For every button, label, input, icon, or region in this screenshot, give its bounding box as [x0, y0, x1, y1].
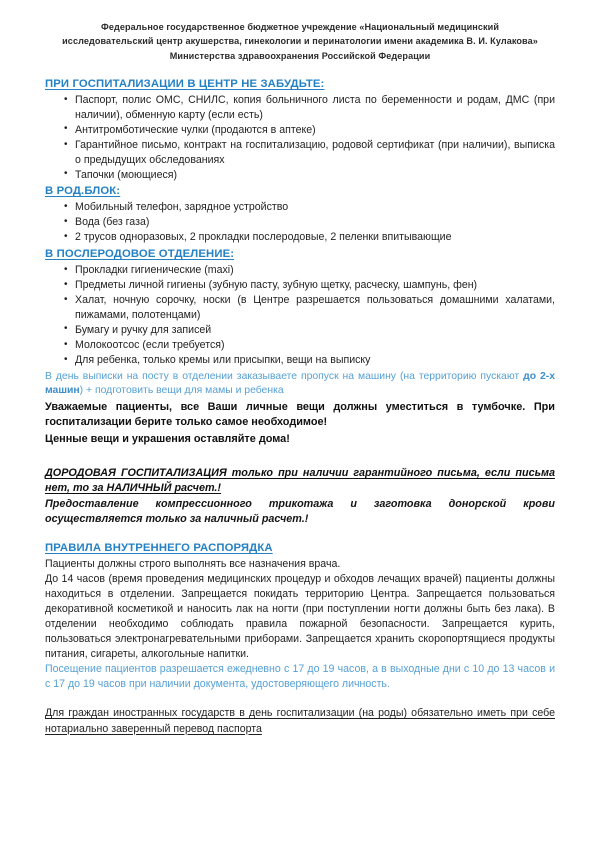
institution-header	[45, 20, 555, 63]
list-item: • Молокоотсос (если требуется)	[45, 338, 555, 353]
discharge-day-note	[45, 370, 555, 399]
delivery-block-item-list	[45, 200, 555, 245]
list-item: • 2 трусов одноразовых, 2 прокладки послеродовые, 2 пеленки впитывающие	[45, 230, 555, 245]
section-internal-rules	[45, 541, 555, 692]
list-item: • Паспорт, полис ОМС, СНИЛС, копия больничного листа по беременности и родам, ДМС (при наличии), обменную карту (если есть)	[45, 93, 555, 122]
prenatal-underlined-notice: ДОРОДОВАЯ ГОСПИТАЛИЗАЦИЯ только при наличии гарантийного письма, если письма нет, то за НАЛИЧНЫЙ расчет.!	[45, 466, 555, 495]
personal-items-notice-line-1: Уважаемые пациенты, все Ваши личные вещи должны уместиться в тумбочке. При госпитализации берите только самое необходимое!	[45, 400, 555, 429]
institution-header-line-1: Федеральное государственное бюджетное учреждение «Национальный медицинский	[100, 22, 499, 32]
section-postpartum	[45, 247, 555, 368]
foreign-citizens-notice: Для граждан иностранных государств в день госпитализации (на роды) обязательно иметь при себе нотариально заверенный перевод паспорта	[45, 707, 555, 735]
discharge-note-emphasis: до 2-х машин	[45, 370, 555, 397]
list-item: • Предметы личной гигиены (зубную пасту, зубную щетку, расческу, шампунь, фен)	[45, 278, 555, 293]
spacer	[45, 692, 555, 706]
section-heading-postpartum: В ПОСЛЕРОДОВОЕ ОТДЕЛЕНИЕ:	[45, 248, 235, 261]
list-item: • Для ребенка, только кремы или присыпки, вещи на выписку	[45, 353, 555, 368]
section-admission	[45, 77, 555, 182]
list-item: • Тапочки (моющиеся)	[45, 168, 555, 183]
list-item: • Мобильный телефон, зарядное устройство	[45, 200, 555, 215]
section-prenatal-hospitalization	[45, 466, 555, 528]
discharge-note-text-after: ) + подготовить вещи для мамы и ребенка	[79, 385, 284, 397]
institution-header-line-3: Министерства здравоохранения Российской Федерации	[169, 50, 431, 61]
list-item: • Антитромботические чулки (продаются в аптеке)	[45, 123, 555, 138]
section-heading-admission: ПРИ ГОСПИТАЛИЗАЦИИ В ЦЕНТР НЕ ЗАБУДЬТЕ:	[45, 78, 325, 91]
section-heading-internal-rules: ПРАВИЛА ВНУТРЕННЕГО РАСПОРЯДКА	[45, 542, 273, 555]
list-item: • Гарантийное письмо, контракт на госпитализацию, родовой сертификат (при наличии), выписка о предыдущих обследованиях	[45, 138, 555, 167]
admission-item-list	[45, 93, 555, 182]
section-heading-delivery-block: В РОД.БЛОК:	[45, 185, 121, 198]
prenatal-plain-notice: Предоставление компрессионного трикотажа и заготовка донорской крови осуществляется только за наличный расчет.!	[45, 497, 555, 526]
list-item: • Халат, ночную сорочку, носки (в Центре разрешается пользоваться домашними халатами, пижамами, полотенцами)	[45, 293, 555, 322]
section-delivery-block	[45, 184, 555, 245]
visiting-hours-paragraph: Посещение пациентов разрешается ежедневно с 17 до 19 часов, а в выходные дни с 10 до 13 часов и с 17 до 19 часов при наличии документа, удостоверяющего личность.	[45, 663, 555, 691]
internal-rules-paragraph-2: До 14 часов (время проведения медицинских процедур и обходов лечащих врачей) пациенты должны находиться в отделении. Запрещается покидать территорию Центра. Запрещается пользоваться декоративной косметикой и наносить лак на ногти (при поступлении ногти должны быть без лака). В отделении необходимо соблюдать правила пожарной безопасности. Запрещается курить, пользоваться электронагревательными приборами. Запрещается хранить скоропортящиеся продукты питания, сигареты, алкогольные напитки.	[45, 573, 555, 661]
spacer	[45, 447, 555, 466]
personal-items-notice-line-2: Ценные вещи и украшения оставляйте дома!	[45, 432, 290, 445]
postpartum-item-list	[45, 263, 555, 368]
list-item: • Прокладки гигиенические (maxi)	[45, 263, 555, 278]
list-item: • Вода (без газа)	[45, 215, 555, 230]
discharge-note-text-before: В день выписки на посту в отделении заказываете пропуск на машину (на территорию пускают	[45, 370, 524, 382]
list-item: • Бумагу и ручку для записей	[45, 323, 555, 338]
institution-header-line-2: исследовательский центр акушерства, гинекологии и перинатологии имени академика В. И. Кулакова»	[62, 36, 538, 47]
spacer	[45, 527, 555, 541]
internal-rules-paragraph-1: Пациенты должны строго выполнять все назначения врача.	[45, 558, 341, 571]
